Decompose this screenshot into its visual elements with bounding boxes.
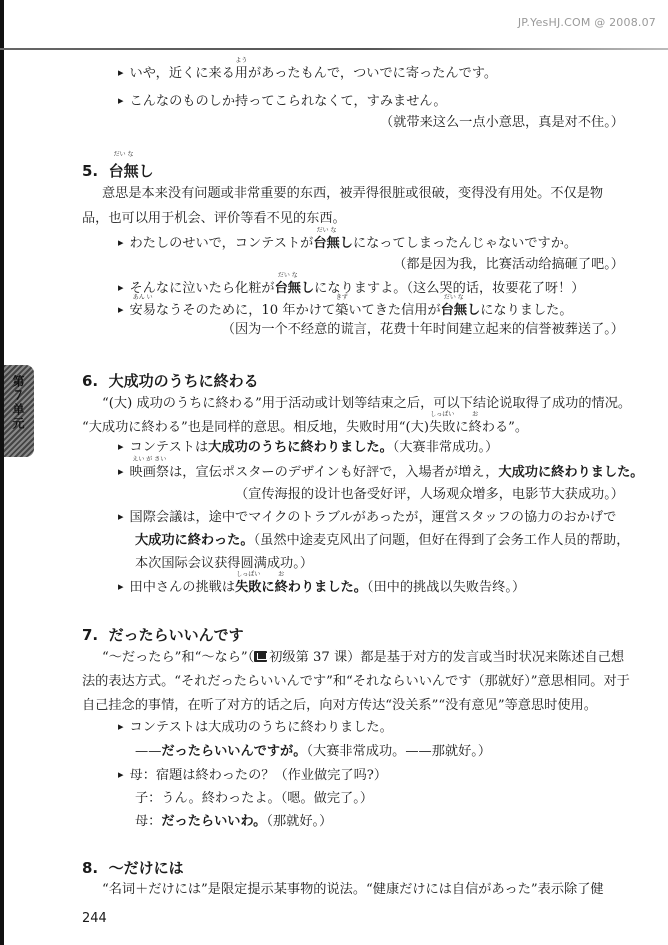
section-number: 5. xyxy=(82,162,99,180)
ruby-word xyxy=(235,571,262,596)
text: なうそのために，10 年かけて xyxy=(155,303,336,318)
text: し xyxy=(467,303,481,318)
bold-text: だったらいいんですが。 xyxy=(161,744,307,759)
ruby-text: だい な xyxy=(316,227,337,234)
text: “大成功に終わる”也是同样的意思。相反地，失败时用“(大) xyxy=(82,420,430,435)
ruby-base: 失敗 xyxy=(429,420,456,435)
ruby-word xyxy=(129,456,170,481)
text: 母： xyxy=(135,814,162,829)
bold-text: 大成功のうちに終わりました。 xyxy=(208,440,393,455)
translation: （因为一个不经意的谎言，花费十年时间建立起来的信誉被葬送了。） xyxy=(221,322,624,337)
example-continuation: 子：うん。終わったよ。（嗯。做完了。） xyxy=(135,791,374,806)
ruby-base: 安易 xyxy=(129,303,156,318)
header-rule xyxy=(0,48,668,50)
ruby-base: 映画祭 xyxy=(129,465,170,480)
example-continuation xyxy=(135,533,629,549)
ruby-text: だい な xyxy=(277,272,298,279)
ruby-text: しっぱい xyxy=(430,411,455,418)
text: コンテストは xyxy=(129,440,209,455)
text: わたしのせいで，コンテストが xyxy=(129,236,314,251)
text: いや，近くに来る xyxy=(129,66,235,81)
text: （虽然中途麦克风出了问题，但好在得到了会务工作人员的帮助， xyxy=(253,533,630,548)
example-continuation xyxy=(135,744,491,760)
example-continuation xyxy=(135,814,332,830)
section-heading-7 xyxy=(82,624,244,645)
ruby-text: しっぱい xyxy=(236,571,261,578)
paragraph-line: “(大) 成功のうちに終わる”用于活动或计划等结束之后，可以下结论说取得了成功的情况。 xyxy=(102,396,632,411)
text: “～だったら”和“～なら”（ xyxy=(102,650,255,665)
text: になりますよ。（这么哭的话，妆要花了呀！） xyxy=(314,281,585,296)
section-heading-8 xyxy=(82,857,184,878)
ruby-base: 台無 xyxy=(313,236,340,251)
text: ）都是基于对方的发言或当时状况来陈述自己想 xyxy=(347,650,625,665)
example-sentence xyxy=(118,272,585,297)
text: に xyxy=(455,420,469,435)
bold-text: 大成功に終わりました。 xyxy=(498,465,644,480)
chapter-tab xyxy=(4,365,34,457)
ruby-text: お xyxy=(472,411,479,418)
example-continuation: 本次国际会议获得圆满成功。） xyxy=(135,556,314,571)
watermark: JP.YesHJ.COM @ 2008.07 xyxy=(517,16,656,29)
text: になりました。 xyxy=(480,303,573,318)
text: は，宣伝ポスターのデザインも好評で，入場者が増え， xyxy=(169,465,499,480)
text: （大赛非常成功。——那就好。） xyxy=(306,744,492,759)
scan-edge-bar xyxy=(0,0,4,945)
ruby-base: 用 xyxy=(234,66,248,81)
paragraph-line: “名词＋だけには”是限定提示某事物的说法。“健康だけには自信があった”表示除了健 xyxy=(102,882,604,897)
ruby-text: きず xyxy=(335,294,348,301)
text: そんなに泣いたら化粧が xyxy=(129,281,275,296)
ruby-word xyxy=(313,227,340,252)
ruby-base: 台無 xyxy=(274,281,301,296)
section-title: ～だけには xyxy=(108,859,184,877)
ruby-word xyxy=(335,294,349,319)
example-sentence xyxy=(118,227,578,252)
ruby-text: だい な xyxy=(113,151,134,158)
page-number: 244 xyxy=(82,911,107,926)
example-sentence: ▸ 母：宿題は終わったの？（作业做完了吗?） xyxy=(118,768,387,784)
ruby-text: ▸ えい が さい xyxy=(132,456,167,463)
text: わる”。 xyxy=(481,420,529,435)
text: になってしまったんじゃないですか。 xyxy=(352,236,578,251)
ruby-word xyxy=(440,294,468,319)
text: し xyxy=(339,236,353,251)
ruby-base: 失敗 xyxy=(235,580,262,595)
text: に xyxy=(261,580,275,595)
ruby-text: だい な xyxy=(443,294,464,301)
chapter-tab-label: 第７单元 xyxy=(11,375,25,431)
example-sentence: ▸ こんなのものしか持ってこられなくて，すみません。 xyxy=(118,94,447,110)
translation: （宣传海报的设计也备受好评，人场观众增多，电影节大获成功。） xyxy=(234,487,624,502)
bold-text: だったらいいわ。 xyxy=(161,814,267,829)
section-number: 8. xyxy=(82,859,99,877)
ruby-word xyxy=(274,571,288,596)
example-sentence xyxy=(118,294,573,319)
paragraph-line: 自己挂念的事情，在听了对方的话之后，向对方传达“没关系”“没有意见”等意思时使用。 xyxy=(82,698,597,713)
section-title: 大成功のうちに終わる xyxy=(108,372,259,390)
ruby-text: お xyxy=(278,571,285,578)
ruby-word xyxy=(108,151,139,181)
example-sentence xyxy=(118,440,498,456)
paragraph-line: 法的表达方式。“それだったらいいんです”和“それならいいんです（那就好）”意思相同。对于 xyxy=(82,674,630,689)
ruby-base: 台無 xyxy=(108,162,139,180)
paragraph-line xyxy=(102,650,624,666)
section-heading-5 xyxy=(82,151,154,181)
section-number: 7. xyxy=(82,626,99,644)
translation: （都是因为我，比赛活动给搞砸了吧。） xyxy=(393,257,624,272)
title-tail: し xyxy=(138,162,154,180)
reference-text: 初级第 37 课 xyxy=(269,650,348,665)
ruby-base: 終 xyxy=(468,420,482,435)
ruby-word xyxy=(129,294,156,319)
paragraph-line: 意思是本来没有问题或非常重要的东西，被弄得很脏或很破，变得没有用处。不仅是物 xyxy=(102,186,604,201)
text: （那就好。） xyxy=(266,814,333,829)
ruby-word xyxy=(468,411,482,436)
example-sentence xyxy=(118,456,644,481)
text: わりました。 xyxy=(287,580,367,595)
example-sentence: ▸ コンテストは大成功のうちに終わりました。 xyxy=(118,720,393,736)
book-reference-icon xyxy=(254,651,267,662)
translation: （就带来这么一点小意思，真是对不住。） xyxy=(380,115,624,130)
text: （田中的挑战以失败告终。） xyxy=(366,580,526,595)
text: （大赛非常成功。） xyxy=(392,440,499,455)
ruby-base: 台無 xyxy=(440,303,468,318)
text: 田中さんの挑戦は xyxy=(129,580,236,595)
ruby-text: よう xyxy=(235,57,248,64)
ruby-word xyxy=(274,272,301,297)
ruby-word xyxy=(429,411,456,436)
example-sentence xyxy=(118,57,498,82)
bold-text: 大成功に終わった。 xyxy=(135,533,254,548)
example-sentence xyxy=(118,571,526,596)
ruby-base: 終 xyxy=(274,580,288,595)
paragraph-line: 品，也可以用于机会、评价等看不见的东西。 xyxy=(82,211,346,226)
section-heading-6 xyxy=(82,370,259,391)
text: いてきた信用が xyxy=(348,303,441,318)
text: があったもんで，ついでに寄ったんです。 xyxy=(247,66,498,81)
ruby-word xyxy=(234,57,248,82)
section-title: だったらいいんです xyxy=(108,626,244,644)
ruby-base: 築 xyxy=(335,303,349,318)
text: —— xyxy=(135,744,162,759)
text: し xyxy=(300,281,315,296)
section-number: 6. xyxy=(82,372,99,390)
ruby-text: ▸ あん い xyxy=(132,294,153,301)
example-sentence: ▸ 国際会議は，途中でマイクのトラブルがあったが，運営スタッフの協力のおかげで xyxy=(118,510,616,526)
paragraph-line xyxy=(82,411,529,436)
